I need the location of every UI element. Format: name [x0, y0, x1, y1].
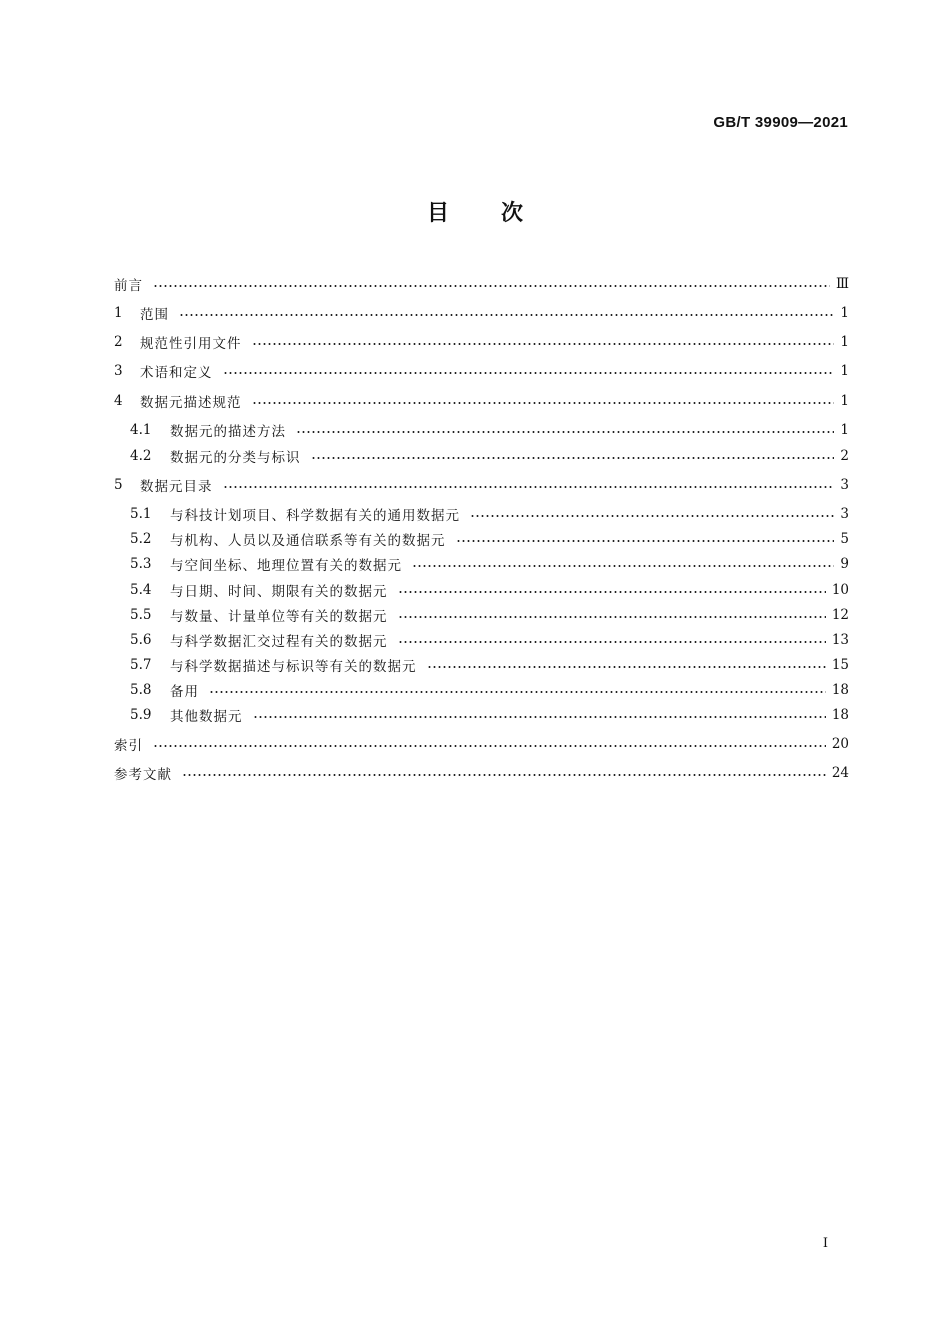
- toc-entry-5-1[interactable]: [130, 502, 849, 526]
- toc-entry-5-5[interactable]: [130, 603, 849, 627]
- toc-entry-page: 5: [840, 531, 849, 547]
- toc-entry-page: 15: [831, 657, 849, 673]
- toc-entry-page: 20: [831, 736, 849, 752]
- dot-leader: [427, 666, 826, 668]
- dot-leader: [456, 540, 835, 542]
- toc-entry-page: 1: [840, 393, 849, 409]
- dot-leader: [253, 716, 826, 718]
- toc-entry-number: 5.3: [130, 556, 152, 572]
- toc-entry-label: 术语和定义: [140, 365, 213, 381]
- page-number: I: [822, 1236, 828, 1251]
- toc-entry-page: 3: [840, 506, 849, 522]
- dot-leader: [223, 486, 835, 488]
- toc-entry-label: 范围: [140, 307, 169, 323]
- toc-entry-number: 5.9: [130, 707, 152, 723]
- toc-entry-label: 前言: [114, 278, 143, 294]
- toc-entry-5[interactable]: [114, 473, 849, 497]
- dot-leader: [209, 691, 826, 693]
- toc-entry-number: 5.5: [130, 607, 152, 623]
- dot-leader: [223, 372, 835, 374]
- toc-entry-page: 1: [840, 334, 849, 350]
- toc-entry-label: 与科学数据描述与标识等有关的数据元: [170, 659, 417, 675]
- toc-entry-label: 与机构、人员以及通信联系等有关的数据元: [170, 533, 446, 549]
- dot-leader: [252, 343, 835, 345]
- toc-entry-label: 备用: [170, 684, 199, 700]
- toc-entry-4[interactable]: [114, 389, 849, 413]
- toc-entry-label: 与科技计划项目、科学数据有关的通用数据元: [170, 508, 460, 524]
- toc-entry-label: 与科学数据汇交过程有关的数据元: [170, 634, 388, 650]
- toc-entry-page: 18: [831, 682, 849, 698]
- dot-leader: [398, 591, 826, 593]
- toc-entry-page: 13: [831, 632, 849, 648]
- toc-title-char-1: 目: [426, 201, 449, 226]
- toc-entry-label: 规范性引用文件: [140, 336, 242, 352]
- toc-entry-5-9[interactable]: [130, 703, 849, 727]
- toc-entry-page: Ⅲ: [835, 276, 849, 292]
- toc-entry-4-1[interactable]: [130, 418, 849, 442]
- toc-entry-number: 4: [114, 393, 123, 409]
- toc-entry-number: 5.7: [130, 657, 152, 673]
- toc-entry-number: 5.1: [130, 506, 152, 522]
- toc-entry-index[interactable]: [114, 732, 849, 756]
- toc-entry-foreword[interactable]: [114, 272, 849, 296]
- toc-entry-5-3[interactable]: [130, 552, 849, 576]
- toc-entry-label: 与日期、时间、期限有关的数据元: [170, 584, 388, 600]
- toc-entry-bibliography[interactable]: [114, 761, 849, 785]
- toc-entry-page: 9: [840, 556, 849, 572]
- dot-leader: [153, 745, 826, 747]
- toc-entry-page: 12: [831, 607, 849, 623]
- dot-leader: [252, 402, 835, 404]
- toc-entry-label: 数据元描述规范: [140, 395, 242, 411]
- toc-entry-page: 1: [840, 363, 849, 379]
- toc-entry-number: 2: [114, 334, 123, 350]
- toc-entry-5-8[interactable]: [130, 678, 849, 702]
- toc-entry-label: 数据元的分类与标识: [170, 450, 301, 466]
- toc-entry-number: 3: [114, 363, 123, 379]
- toc-entry-number: 5.4: [130, 582, 152, 598]
- toc-entry-3[interactable]: [114, 359, 849, 383]
- toc-entry-5-7[interactable]: [130, 653, 849, 677]
- toc-entry-1[interactable]: [114, 301, 849, 325]
- toc-entry-5-2[interactable]: [130, 527, 849, 551]
- toc-entry-number: 5: [114, 477, 123, 493]
- dot-leader: [311, 457, 835, 459]
- toc-title: [0, 196, 950, 227]
- dot-leader: [296, 431, 834, 433]
- toc-title-char-2: 次: [501, 201, 524, 226]
- dot-leader: [398, 616, 826, 618]
- toc-entry-label: 与数量、计量单位等有关的数据元: [170, 609, 388, 625]
- toc-entry-page: 1: [840, 305, 849, 321]
- toc-entry-number: 4.2: [130, 448, 152, 464]
- toc-entry-page: 10: [831, 582, 849, 598]
- dot-leader: [398, 641, 826, 643]
- toc-entry-number: 1: [114, 305, 123, 321]
- toc-entry-5-4[interactable]: [130, 578, 849, 602]
- toc-entry-5-6[interactable]: [130, 628, 849, 652]
- toc-entry-2[interactable]: [114, 330, 849, 354]
- toc-entry-page: 24: [831, 765, 849, 781]
- toc-entry-page: 1: [840, 422, 849, 438]
- toc-entry-label: 数据元目录: [140, 479, 213, 495]
- toc-entry-number: 5.2: [130, 531, 152, 547]
- toc-entry-label: 索引: [114, 738, 143, 754]
- toc-entry-page: 2: [840, 448, 849, 464]
- toc-entry-page: 3: [840, 477, 849, 493]
- toc-entry-page: 18: [831, 707, 849, 723]
- toc-entry-number: 5.8: [130, 682, 152, 698]
- toc-entry-label: 与空间坐标、地理位置有关的数据元: [170, 558, 402, 574]
- dot-leader: [182, 774, 826, 776]
- dot-leader: [153, 285, 830, 287]
- dot-leader: [179, 314, 834, 316]
- toc-entry-label: 数据元的描述方法: [170, 424, 286, 440]
- standard-code: GB/T 39909—2021: [713, 114, 848, 131]
- dot-leader: [412, 565, 834, 567]
- toc-entry-number: 5.6: [130, 632, 152, 648]
- toc-entry-4-2[interactable]: [130, 444, 849, 468]
- toc-entry-label: 其他数据元: [170, 709, 243, 725]
- toc-entry-label: 参考文献: [114, 767, 172, 783]
- dot-leader: [470, 515, 834, 517]
- toc-entry-number: 4.1: [130, 422, 152, 438]
